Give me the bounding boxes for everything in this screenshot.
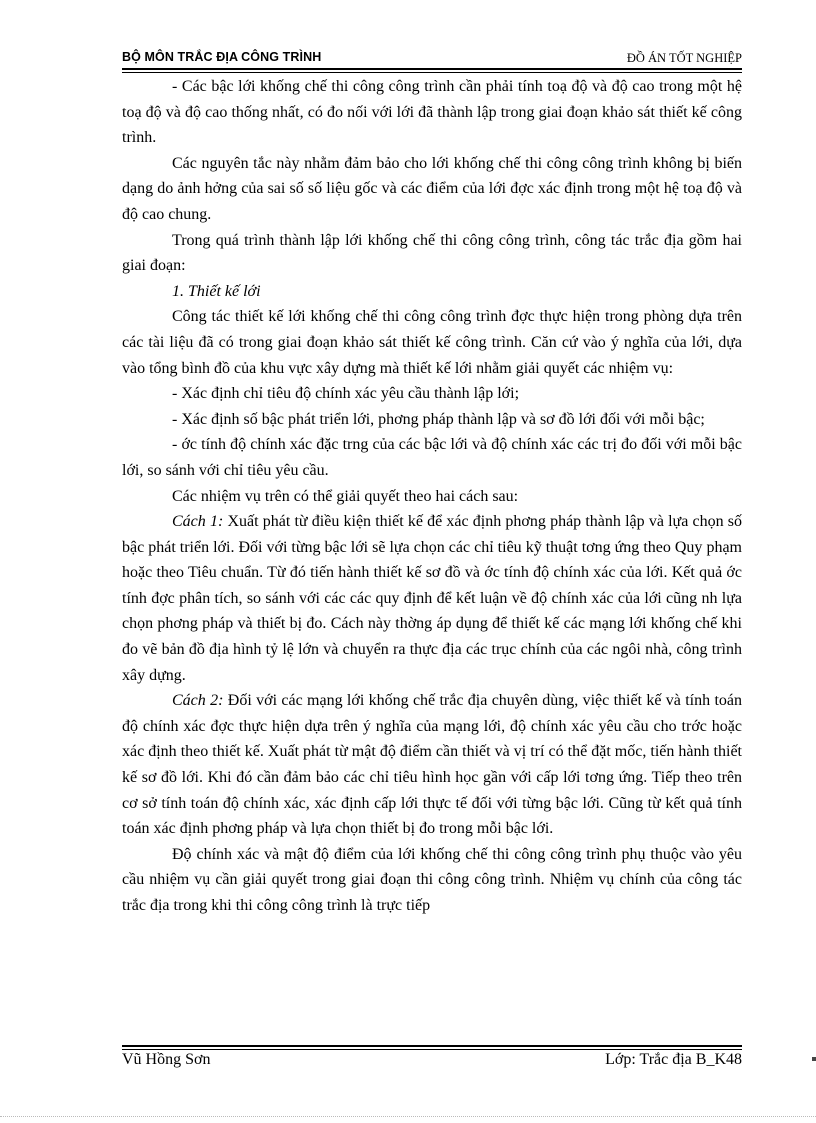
page-header <box>122 48 742 68</box>
section-heading: 1. Thiết kế lới <box>172 282 261 300</box>
header-department: BỘ MÔN TRẮC ĐỊA CÔNG TRÌNH <box>122 50 322 64</box>
paragraph: Trong quá trình thành lập lới khống chế thi công công trình, công tác trắc địa gồm hai giai đoạn: <box>122 231 742 275</box>
header-document-type: ĐỒ ÁN TỐT NGHIỆP <box>626 51 742 65</box>
header-rule-thin <box>122 72 742 73</box>
footer-author: Vũ Hồng Sơn <box>122 1051 211 1068</box>
paragraph-method-1 <box>122 509 742 688</box>
header-rule-thick <box>122 68 742 70</box>
footer-class: Lớp: Trắc địa B_K48 <box>605 1051 742 1068</box>
bullet-item: - ớc tính độ chính xác đặc trng của các bậc lới và độ chính xác các trị đo đối với mỗi bậc lới, so sánh với chỉ tiêu yêu cầu. <box>122 436 742 479</box>
paragraph: Các nhiệm vụ trên có thể giải quyết theo hai cách sau: <box>172 487 519 505</box>
paragraph: - Các bậc lới khống chế thi công công trình cần phải tính toạ độ và độ cao trong một hệ toạ độ và độ cao thống nhất, có đo nối với lới đã thành lập trong giai đoạn khảo sát thiết kế công trình. <box>122 78 742 147</box>
paragraph: Độ chính xác và mật độ điểm của lới khống chế thi công công trình phụ thuộc vào yêu cầu nhiệm vụ cần giải quyết trong giai đoạn thi công công trình. Nhiệm vụ chính của công tác trắc địa trong khi thi công công trình là trực tiếp <box>122 845 742 914</box>
edge-mark <box>812 1057 816 1061</box>
method-2-text: Đối với các mạng lới khống chế trắc địa chuyên dùng, việc thiết kế và tính toán độ chính xác đợc thực hiện dựa trên ý nghĩa của mạng lới, độ chính xác yêu cầu cho trớc hoặc xác định theo thiết kế. Xuất phát từ mật độ điểm cần thiết và vị trí có thể đặt mốc, tiến hành thiết kế sơ đồ lới. Khi đó cần đảm bảo các chỉ tiêu hình học gần với cấp lới tơng ứng. Tiếp theo trên cơ sở tính toán độ chính xác, xác định cấp lới thực tế đối với từng bậc lới. Cũng từ kết quả tính toán xác định phơng pháp và lựa chọn thiết bị đo trong mỗi bậc lới. <box>122 692 743 838</box>
page-footer <box>122 1051 742 1073</box>
page-bottom-edge <box>0 1116 816 1117</box>
paragraph: Các nguyên tắc này nhằm đảm bảo cho lới khống chế thi công công trình không bị biến dạng do ảnh hởng của sai số số liệu gốc và các điểm của lới đợc xác định trong một hệ toạ độ và độ cao chung. <box>122 154 742 223</box>
footer-rule-thick <box>122 1045 742 1047</box>
paragraph: Công tác thiết kế lới khống chế thi công công trình đợc thực hiện trong phòng dựa trên các tài liệu đã có trong giai đoạn khảo sát thiết kế công trình. Căn cứ vào ý nghĩa của lới, dựa vào tổng bình đồ của khu vực xây dựng mà thiết kế lới nhằm giải quyết các nhiệm vụ: <box>122 308 742 377</box>
method-1-text: Xuất phát từ điều kiện thiết kế để xác định phơng pháp thành lập và lựa chọn số bậc phát triển lới. Đối với từng bậc lới sẽ lựa chọn các chỉ tiêu kỹ thuật tơng ứng theo Quy phạm hoặc theo Tiêu chuẩn. Từ đó tiến hành thiết kế sơ đồ và ớc tính độ chính xác của lới. Kết quả ớc tính đợc phân tích, so sánh với các các quy định để kết luận về độ chính xác của lới cũng nh lựa chọn phơng pháp và thiết bị đo. Cách này thờng áp dụng để thiết kế các mạng lới khống chế khi đo vẽ bản đồ địa hình tỷ lệ lớn và chuyển ra thực địa các trục chính của các ngôi nhà, công trình xây dựng. <box>122 513 743 684</box>
bullet-item: - Xác định số bậc phát triển lới, phơng pháp thành lập và sơ đồ lới đối với mỗi bậc; <box>172 410 705 428</box>
footer-rule-thin <box>122 1049 742 1050</box>
paragraph-method-2 <box>122 688 742 842</box>
document-body <box>122 74 742 919</box>
method-2-label: Cách 2: <box>172 692 224 710</box>
method-1-label: Cách 1: <box>172 513 224 531</box>
bullet-item: - Xác định chỉ tiêu độ chính xác yêu cầu thành lập lới; <box>172 385 520 403</box>
